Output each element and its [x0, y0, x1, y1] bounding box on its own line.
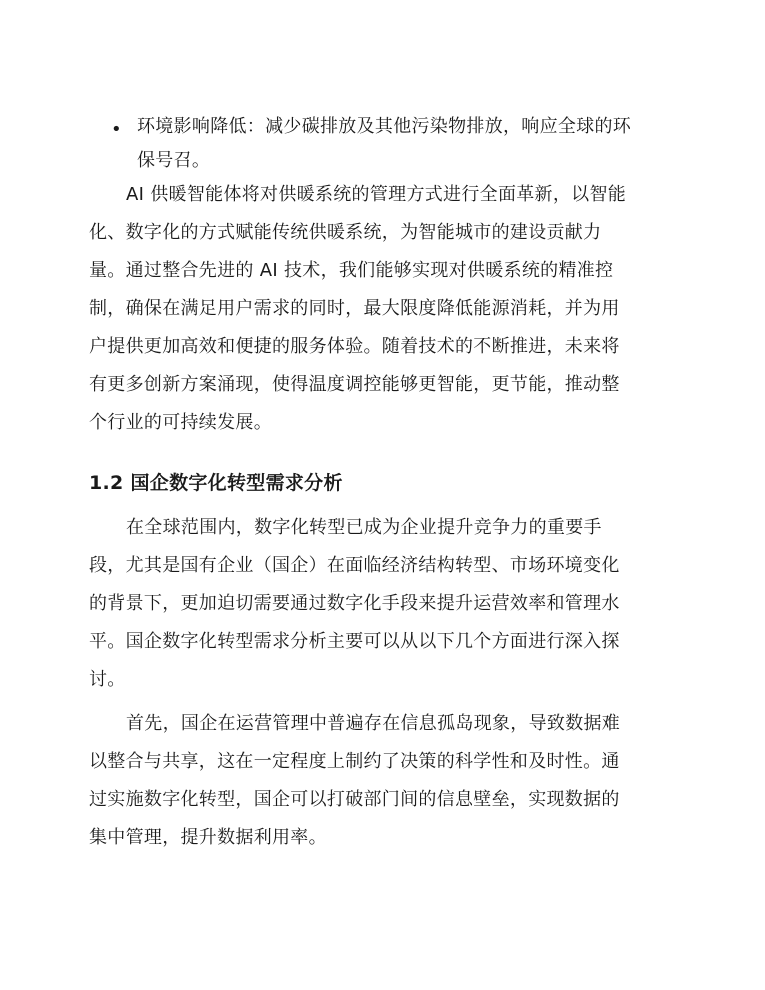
paragraph-line: 的背景下，更加迫切需要通过数字化手段来提升运营效率和管理水	[89, 593, 620, 614]
bullet-line: 保号召。	[137, 150, 211, 171]
paragraph-line: 个行业的可持续发展。	[89, 412, 272, 433]
paragraph-line: 在全球范围内，数字化转型已成为企业提升竞争力的重要手	[126, 517, 602, 538]
paragraph-line: 制，确保在满足用户需求的同时，最大限度降低能源消耗，并为用	[89, 298, 620, 319]
paragraph-line: 量。通过整合先进的 AI 技术，我们能够实现对供暖系统的精准控	[89, 260, 614, 281]
paragraph-line: 化、数字化的方式赋能传统供暖系统，为智能城市的建设贡献力	[89, 222, 602, 243]
paragraph-line: 讨。	[89, 669, 126, 690]
paragraph-line: 平。国企数字化转型需求分析主要可以从以下几个方面进行深入探	[89, 631, 620, 652]
bullet-line: 环境影响降低：减少碳排放及其他污染物排放，响应全球的环	[137, 116, 632, 137]
paragraph-line: 集中管理，提升数据利用率。	[89, 827, 327, 848]
paragraph-line: AI 供暖智能体将对供暖系统的管理方式进行全面革新，以智能	[126, 184, 627, 205]
paragraph-line: 首先，国企在运营管理中普遍存在信息孤岛现象，导致数据难	[126, 713, 621, 734]
paragraph-line: 户提供更加高效和便捷的服务体验。随着技术的不断推进，未来将	[89, 336, 620, 357]
paragraph-line: 以整合与共享，这在一定程度上制约了决策的科学性和及时性。通	[89, 751, 620, 772]
bullet-marker: •	[111, 119, 122, 140]
paragraph-line: 有更多创新方案涌现，使得温度调控能够更智能，更节能，推动整	[89, 374, 620, 395]
paragraph-line: 过实施数字化转型，国企可以打破部门间的信息壁垒，实现数据的	[89, 789, 620, 810]
section-heading: 1.2 国企数字化转型需求分析	[89, 472, 343, 494]
paragraph-line: 段，尤其是国有企业（国企）在面临经济结构转型、市场环境变化	[89, 555, 620, 576]
